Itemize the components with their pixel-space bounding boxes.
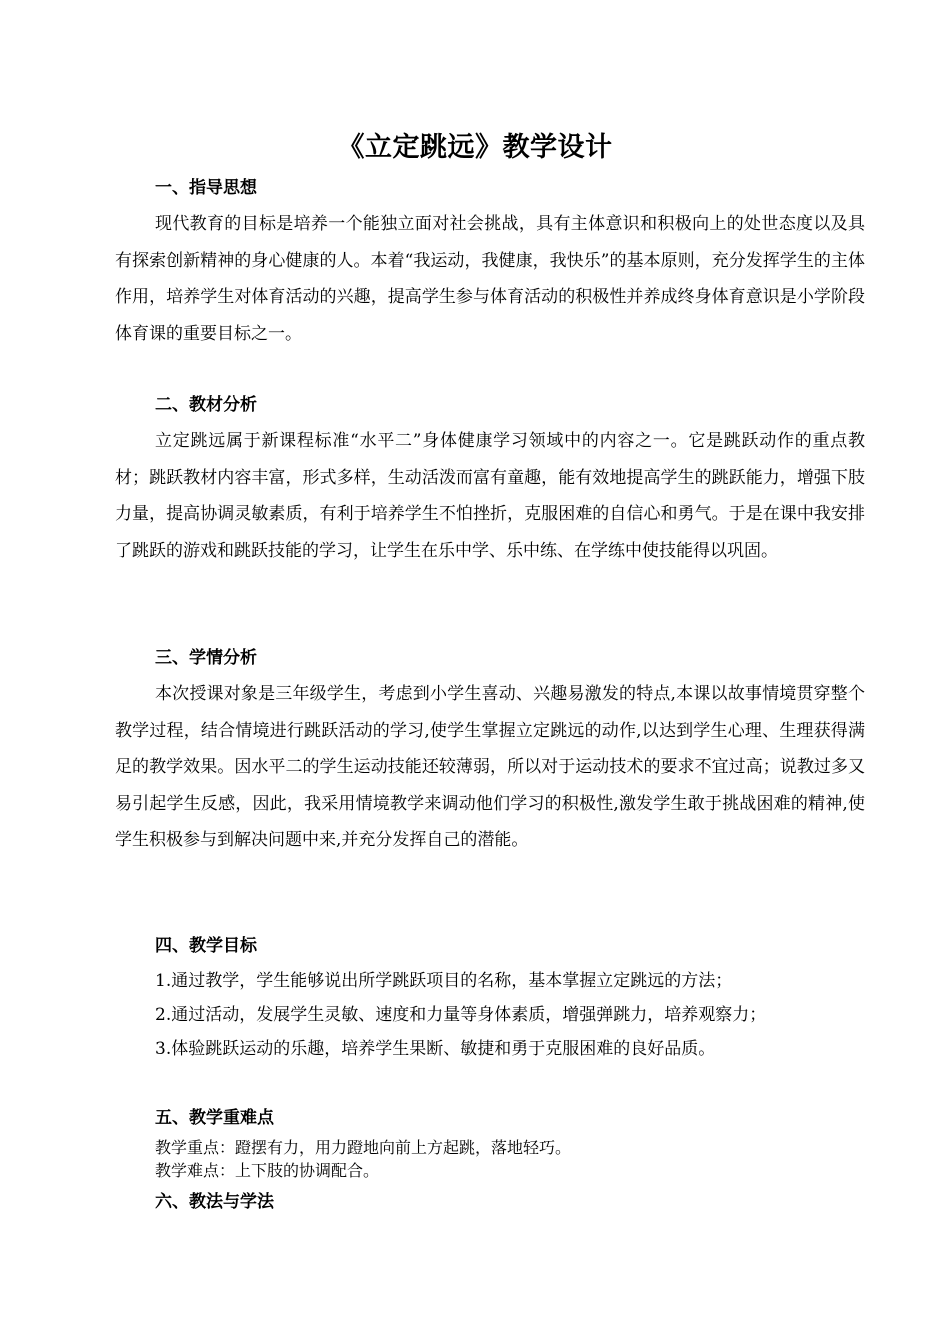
objective-item: 1.通过教学，学生能够说出所学跳跃项目的名称，基本掌握立定跳远的方法； [155,971,733,991]
document-title: 《立定跳远》教学设计 [337,132,613,163]
key-point-text: 教学重点：蹬摆有力，用力蹬地向前上方起跳，落地轻巧。 [155,1138,572,1157]
section-learner-analysis [115,646,865,859]
section-heading: 五、教学重难点 [155,1108,274,1128]
difficult-point-text: 教学难点：上下肢的协调配合。 [155,1161,380,1180]
section-heading: 二、教材分析 [155,395,257,415]
section-heading: 六、教法与学法 [155,1192,274,1212]
section-heading: 四、教学目标 [155,936,257,956]
section-material-analysis [115,393,865,569]
section-paragraph: 现代教育的目标是培养一个能独立面对社会挑战，具有主体意识和积极向上的处世态度以及具有探索创新精神的身心健康的人。本着“我运动，我健康，我快乐”的基本原则，充分发挥学生的主体作用，培养学生对体育活动的兴趣，提高学生参与体育活动的积极性并养成终身体育意识是小学阶段体育课的重要目标之一。 [115,214,865,344]
section-heading: 一、指导思想 [155,178,257,198]
section-guiding-ideology [115,176,865,352]
objective-item: 3.体验跳跃运动的乐趣，培养学生果断、敏捷和勇于克服困难的良好品质。 [155,1039,716,1059]
section-key-difficult-points [115,1106,865,1182]
objective-item: 2.通过活动，发展学生灵敏、速度和力量等身体素质，增强弹跳力，培养观察力； [155,1005,767,1025]
section-paragraph: 本次授课对象是三年级学生，考虑到小学生喜动、兴趣易激发的特点,本课以故事情境贯穿整个教学过程，结合情境进行跳跃活动的学习,使学生掌握立定跳远的动作,以达到学生心理、生理获得满足的教学效果。因水平二的学生运动技能还较薄弱，所以对于运动技术的要求不宜过高；说教过多又易引起学生反感，因此，我采用情境教学来调动他们学习的积极性,激发学生敢于挑战困难的精神,使学生积极参与到解决问题中来,并充分发挥自己的潜能。 [115,684,865,850]
section-paragraph: 立定跳远属于新课程标准“水平二”身体健康学习领域中的内容之一。它是跳跃动作的重点教材；跳跃教材内容丰富，形式多样，生动活泼而富有童趣，能有效地提高学生的跳跃能力，增强下肢力量，提高协调灵敏素质，有利于培养学生不怕挫折，克服困难的自信心和勇气。于是在课中我安排了跳跃的游戏和跳跃技能的学习，让学生在乐中学、乐中练、在学练中使技能得以巩固。 [115,431,865,561]
objectives-list [115,964,865,1066]
section-heading: 三、学情分析 [155,648,257,668]
section-methods [115,1190,865,1214]
section-teaching-objectives [115,934,865,1066]
